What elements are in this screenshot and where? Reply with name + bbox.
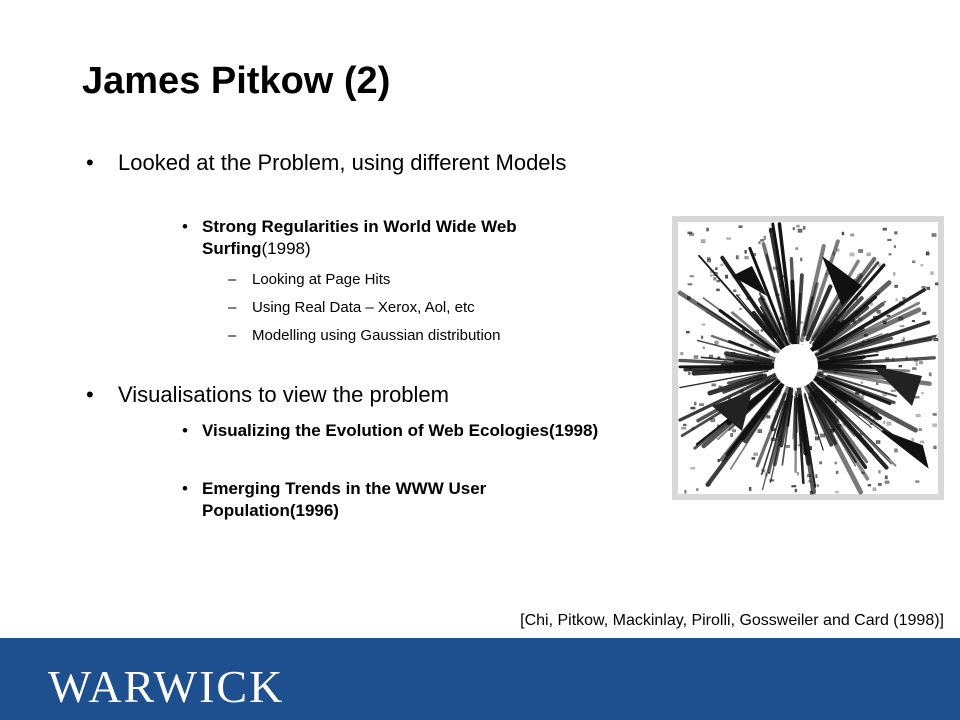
dash-glyph: – [228, 327, 237, 344]
bullet-text: Visualisations to view the problem [118, 382, 449, 407]
dash-text: Using Real Data – Xerox, Aol, etc [252, 299, 475, 316]
sub-bullet-text: Emerging Trends in the WWW User Population(1996) [202, 479, 487, 520]
warwick-logo: WARWICK [48, 661, 285, 712]
sub-bullet-text: Visualizing the Evolution of Web Ecologies(1998) [202, 421, 599, 440]
citation-caption: [Chi, Pitkow, Mackinlay, Pirolli, Gossweiler and Card (1998)] [520, 612, 944, 629]
bullet-glyph: • [182, 479, 188, 498]
dash-text: Looking at Page Hits [252, 271, 391, 288]
footer-bar [0, 638, 960, 720]
slide-title: James Pitkow (2) [82, 60, 391, 102]
visualization-image [672, 216, 944, 500]
sub-bullet-text [202, 216, 612, 260]
paper-year: (1998) [261, 239, 311, 258]
bullet-text: Looked at the Problem, using different Models [118, 150, 567, 175]
bullet-glyph: • [182, 421, 188, 440]
dash-text: Modelling using Gaussian distribution [252, 327, 501, 344]
bullet-glyph: • [86, 150, 94, 175]
paper-title: Strong Regularities in World Wide Web Surfing [202, 217, 517, 258]
bullet-glyph: • [182, 217, 188, 236]
starburst-graphic [672, 216, 944, 500]
bullet-glyph: • [86, 382, 94, 407]
dash-glyph: – [228, 271, 237, 288]
dash-glyph: – [228, 299, 237, 316]
